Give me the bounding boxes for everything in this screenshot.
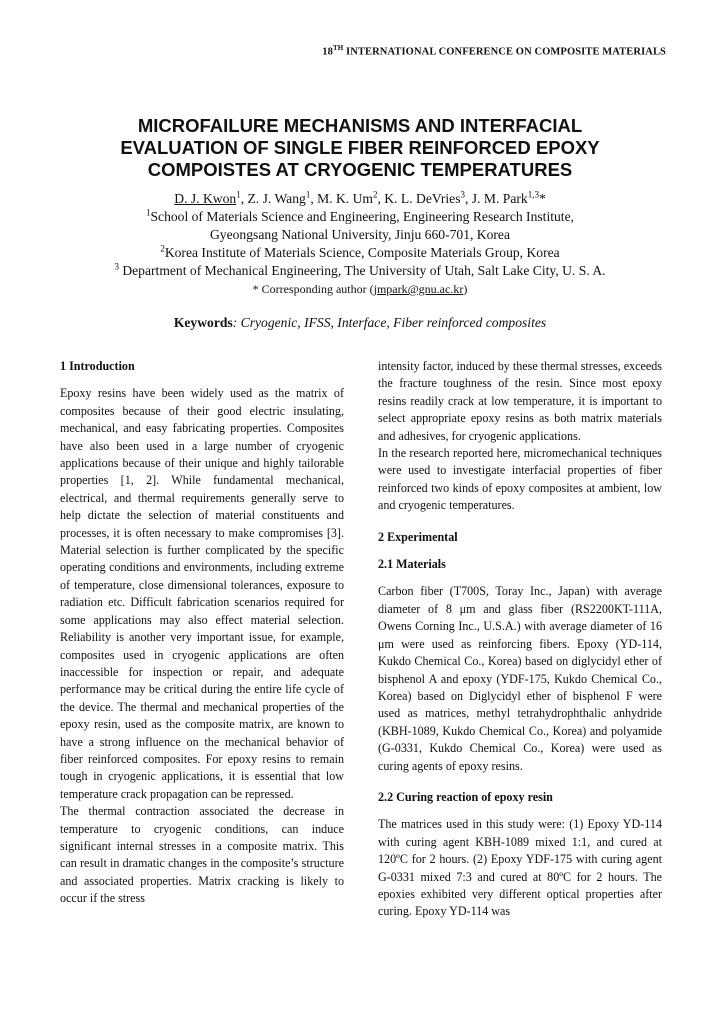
intro-paragraph-1: Epoxy resins have been widely used as the matrix of composites because of their good electric insulating, mechanical, and easy fabricating properties. Composites have also been used in a large number of cryogenic applications because of their unique and highly tailorable properties [1, 2]. While fundamental mechanical, electrical, and thermal requirements generally serve to help dictate the selection of material constituents and processes, it is often necessary to make compromises [3]. Material selection is further complicated by the specific operating conditions and environments, including extreme of temperature, close dimensional tolerances, exposure to radiation etc. Difficult fabrication scenarios required for some applications may also effect material selection. Reliability is another very important issue, for example, composites used in cryogenic applications are often inaccessible for inspection or repair, and adequate performance may be critical during the entire life cycle of the device. The thermal and mechanical properties of the epoxy resin, used as the composite matrix, are known to have a strong influence on the mechanical behavior of fiber reinforced composites. For epoxy resins to remain tough in cryogenic applications, it is essential that low temperature crack propagation can be repressed. <box>60 386 344 801</box>
author-1-sup: 1 <box>236 189 241 200</box>
affiliation-3-text: Department of Mechanical Engineering, The University of Utah, Salt Lake City, U. S. A. <box>118 263 606 278</box>
affiliation-1-sup: 1 <box>145 207 151 218</box>
author-3: , M. K. Um <box>310 191 373 206</box>
section-heading-experimental: 2 Experimental <box>378 529 458 544</box>
corresponding-marker: * <box>538 191 546 206</box>
author-block <box>20 190 700 298</box>
intro-paragraph-2: The thermal contraction associated the decrease in temperature to cryogenic conditions, can induce significant internal stresses in a composite matrix. This can result in dramatic changes in the composite’s structure and associated properties. Matrix cracking is likely to occur if the stress <box>60 804 344 906</box>
author-5: , J. M. Park <box>465 191 528 206</box>
subsection-heading-materials: 2.1 Materials <box>378 557 446 572</box>
corresponding-prefix: * Corresponding author ( <box>252 282 374 296</box>
affiliation-2-sup: 2 <box>160 243 165 254</box>
corresponding-author <box>20 280 700 298</box>
section-heading-introduction: 1 Introduction <box>60 359 135 373</box>
conference-ordinal-sup: TH <box>333 44 344 52</box>
keywords-text: : Cryogenic, IFSS, Interface, Fiber reinforced composites <box>232 315 547 330</box>
keywords-line <box>0 315 720 331</box>
conference-name: INTERNATIONAL CONFERENCE ON COMPOSITE MATERIALS <box>343 46 666 58</box>
materials-paragraph: Carbon fiber (T700S, Toray Inc., Japan) with average diameter of 8 μm and glass fiber (RS2200KT-111A, Owens Corning Inc., U.S.A.) with average diameter of 16 μm were used as reinforcing fibers. Epoxy (YD-114, Kukdo Chemical Co., Korea) based on diglycidyl ether of bisphenol A and epoxy (YDF-175, Kukdo Chemical Co., Korea) based on Diglycidyl ether of bisphenol F were used as matrices, methyl tetrahydrophthalic anhydride (KBH-1089, Kukdo Chemical Co., Korea) and polyamide (G-0331, Kukdo Chemical Co., Korea) were used as curing agents of epoxy resins. <box>378 584 662 773</box>
title-line-3: COMPOISTES AT CRYOGENIC TEMPERATURES <box>147 159 573 180</box>
author-4-sup: 3 <box>460 189 465 200</box>
paper-title <box>60 115 660 181</box>
author-3-sup: 2 <box>373 189 378 200</box>
intro-paragraph-3: intensity factor, induced by these thermal stresses, exceeds the fracture toughness of the resin. Since most epoxy resins readily crack at low temperature, it is important to select appropriate epoxy resins as both matrix materials and adhesives, for cryogenic applications. <box>378 359 662 443</box>
keywords-label: Keywords <box>173 315 233 330</box>
author-2: , Z. J. Wang <box>240 191 306 206</box>
right-column <box>378 358 662 921</box>
affiliation-3 <box>20 262 700 280</box>
left-column <box>60 358 344 908</box>
affiliation-1 <box>20 208 700 226</box>
affiliation-2-text: Korea Institute of Materials Science, Composite Materials Group, Korea <box>164 245 560 260</box>
affiliation-1-line-2: Gyeongsang National University, Jinju 660-701, Korea <box>209 227 510 242</box>
author-list <box>20 190 700 208</box>
affiliation-3-sup: 3 <box>114 261 119 272</box>
conference-header <box>0 44 720 58</box>
affiliation-2 <box>20 244 700 262</box>
intro-paragraph-4: In the research reported here, micromechanical techniques were used to investigate interfacial properties of fiber reinforced two kinds of epoxy composites at ambient, low and cryogenic temperatures. <box>378 446 662 513</box>
corresponding-email-link[interactable]: jmpark@gnu.ac.kr <box>373 282 464 296</box>
curing-paragraph: The matrices used in this study were: (1) Epoxy YD-114 with curing agent KBH-1089 mixed 1:1, and cured at 120ºC for 2 hours. (2) Epoxy YDF-175 with curing agent G-0331 mixed 7:3 and cured at 80ºC for 2 hours. The epoxies exhibited very different optical properties after curing. Epoxy YD-114 was <box>378 817 662 919</box>
author-5-sup: 1,3 <box>527 189 539 200</box>
spacer <box>378 515 662 523</box>
author-2-sup: 1 <box>305 189 311 200</box>
conference-ordinal: 18 <box>322 46 333 58</box>
title-line-1: MICROFAILURE MECHANISMS AND INTERFACIAL <box>137 115 583 136</box>
corresponding-suffix: ) <box>463 282 468 296</box>
title-line-2: EVALUATION OF SINGLE FIBER REINFORCED EPOXY <box>120 137 600 158</box>
subsection-heading-curing: 2.2 Curing reaction of epoxy resin <box>378 789 553 804</box>
author-1: D. J. Kwon <box>174 191 237 206</box>
author-4: , K. L. DeVries <box>377 191 461 206</box>
affiliation-1-line-1: School of Materials Science and Engineering, Engineering Research Institute, <box>150 209 575 224</box>
spacer <box>378 775 662 783</box>
